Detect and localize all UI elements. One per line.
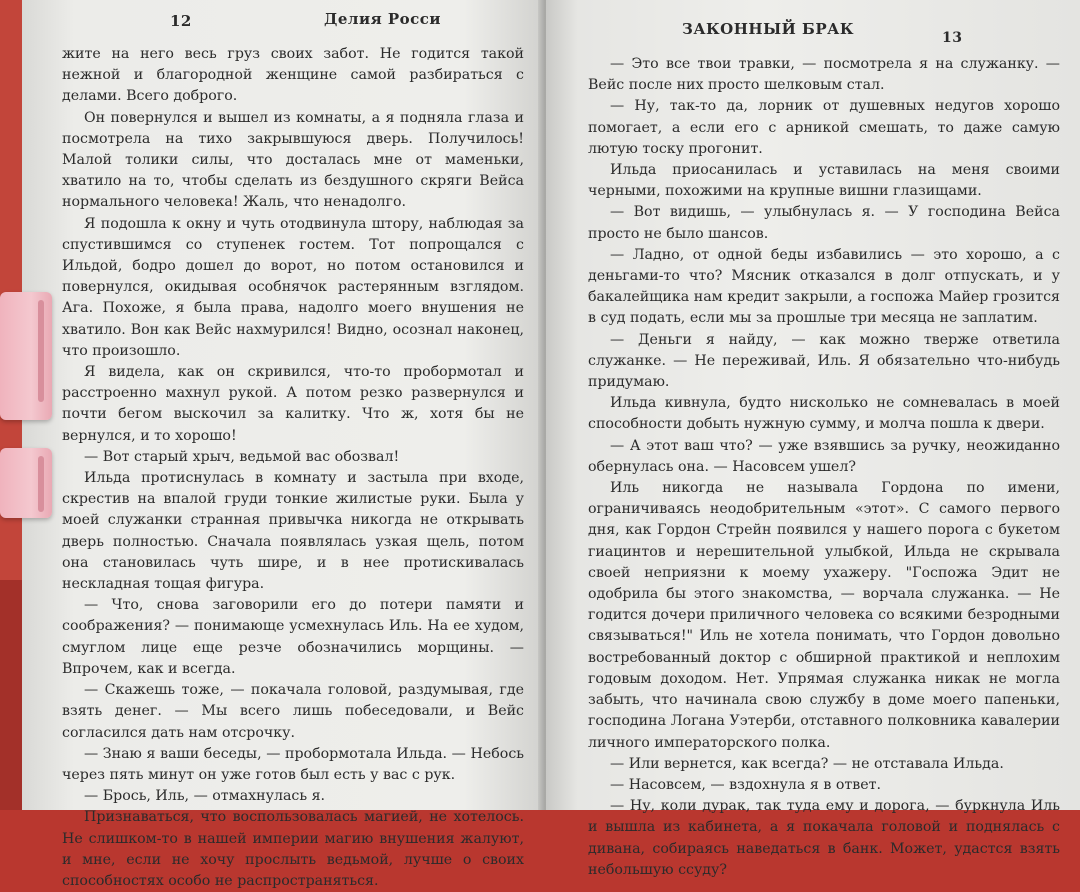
paragraph: — Брось, Иль, — отмахнулась я. xyxy=(84,788,326,805)
paragraph: Ильда кивнула, будто нисколько не сомневалась в моей способности добыть нужную сумму, и молча пошла к двери. xyxy=(588,395,1060,433)
paragraph: — Деньги я найду, — как можно тверже ответила служанке. — Не переживай, Иль. Я обязательно что-нибудь придумаю. xyxy=(588,331,1060,391)
paragraph: Иль никогда не называла Гордона по имени, ограничиваясь неодобрительным «этот». С самого первого дня, как Гордон Стрейн появился у нашего порога с букетом гиацинтов и нерешительной улыбкой, Ильда не скрывала своей неприязни к моему ухажеру. "Госпожа Эдит не одобрила бы этого знакомства, — ворчала служанка. — Не годится дочери приличного человека со всякими безродными связываться!" Иль не хотела понимать, что Гордон довольно востребованный доктор с обширной практикой и неплохим годовым доходом. Нет. Упрямая служанка никак не могла забыть, что начинала свою службу в доме моего папеньки, господина Логана Уэтерби, отставного полковника кавалерии личного императорского полка. xyxy=(588,480,1060,751)
clip-ridge xyxy=(38,300,44,402)
paragraph: Он повернулся и вышел из комнаты, а я подняла глаза и посмотрела на тихо закрывшуюся дверь. Получилось! Малой толики силы, что досталась мне от маменьки, хватило на то, чтобы сделать из бездушного скряги Вейса нормального человека! Жаль, что ненадолго. xyxy=(62,109,524,211)
paragraph: — Вот видишь, — улыбнулась я. — У господина Вейса просто не было шансов. xyxy=(588,204,1060,242)
left-page-header xyxy=(62,0,524,42)
right-page xyxy=(546,0,1080,878)
pink-binder-clip xyxy=(0,292,52,420)
right-page-header xyxy=(588,0,1060,46)
paragraph: Признаваться, что воспользовалась магией, не хотелось. Не слишком-то в нашей империи магию внушения жалуют, и мне, если не хочу прослыть ведьмой, лучше о своих способностях особо не распространяться. xyxy=(62,809,524,889)
paragraph: Я подошла к окну и чуть отодвинула штору, наблюдая за спустившимся со ступенек гостем. Тот попрощался с Ильдой, бодро дошел до ворот, но потом остановился и повернулся, окидывая особнячок растерянным взглядом. Ага. Похоже, я была права, надолго моего внушения не хватило. Вон как Вейс нахмурился! Видно, осознал наконец, что произошло. xyxy=(62,215,524,359)
paragraph: жите на него весь груз своих забот. Не годится такой нежной и благородной женщине самой разбираться с делами. Всего доброго. xyxy=(62,46,524,105)
paragraph: — Скажешь тоже, — покачала головой, раздумывая, где взять денег. — Мы всего лишь побеседовали, и Вейс согласился дать нам отсрочку. xyxy=(62,682,524,741)
paragraph: — А этот ваш что? — уже взявшись за ручку, неожиданно обернулась она. — Насовсем ушел? xyxy=(588,437,1060,475)
paragraph: — Это все твои травки, — посмотрела я на служанку. — Вейс после них просто шелковым стал. xyxy=(588,56,1060,94)
paragraph: — Насовсем, — вздохнула я в ответ. xyxy=(610,776,881,793)
left-page xyxy=(22,0,542,889)
paragraph: — Или вернется, как всегда? — не отставала Ильда. xyxy=(610,755,1004,772)
paragraph: — Ладно, от одной беды избавились — это хорошо, а с деньгами-то что? Мясник отказался в долг отпускать, и у бакалейщика нам кредит закрыли, а госпожа Майер грозится в суд подать, если мы за прошлые три месяца не заплатим. xyxy=(588,246,1060,327)
left-running-head: Делия Росси xyxy=(324,10,442,28)
paragraph: — Ну, так-то да, лорник от душевных недугов хорошо помогает, а если его с арникой смешать, то даже самую лютую тоску прогонит. xyxy=(588,98,1060,157)
background-cover-shadow xyxy=(0,580,24,810)
left-page-text xyxy=(62,44,524,892)
left-page-number: 12 xyxy=(170,12,192,30)
paragraph: — Вот старый хрыч, ведьмой вас обозвал! xyxy=(84,448,400,465)
right-page-text xyxy=(588,54,1060,881)
right-running-head: ЗАКОННЫЙ БРАК xyxy=(682,20,854,38)
paragraph: — Ну, коли дурак, так туда ему и дорога, — буркнула Иль и вышла из кабинета, а я покачала головой и поднялась с дивана, собираясь наведаться в банк. Может, удастся взять небольшую ссуду? xyxy=(588,798,1060,878)
paragraph: Я видела, как он скривился, что-то пробормотал и расстроенно махнул рукой. А потом резко развернулся и почти бегом выскочил за калитку. Что ж, хотя бы не вернулся, и то хорошо! xyxy=(62,364,524,444)
paragraph: — Знаю я ваши беседы, — пробормотала Ильда. — Небось через пять минут он уже готов был есть у вас с рук. xyxy=(62,745,524,783)
clip-ridge xyxy=(38,456,44,512)
paragraph: Ильда приосанилась и уставилась на меня своими черными, похожими на крупные вишни глазищами. xyxy=(588,162,1060,200)
paragraph: Ильда протиснулась в комнату и застыла при входе, скрестив на впалой груди тонкие жилистые руки. Была у моей служанки странная привычка никогда не открывать дверь полностью. Сначала появлялась узкая щель, потом она становилась чуть шире, и в нее протискивалась нескладная тощая фигура. xyxy=(62,470,524,593)
right-page-number: 13 xyxy=(942,30,963,46)
pink-binder-clip-lower xyxy=(0,448,52,518)
paragraph: — Что, снова заговорили его до потери памяти и соображения? — понимающе усмехнулась Иль. На ее худом, смуглом лице еще резче обозначились морщины. — Впрочем, как и всегда. xyxy=(62,597,524,677)
